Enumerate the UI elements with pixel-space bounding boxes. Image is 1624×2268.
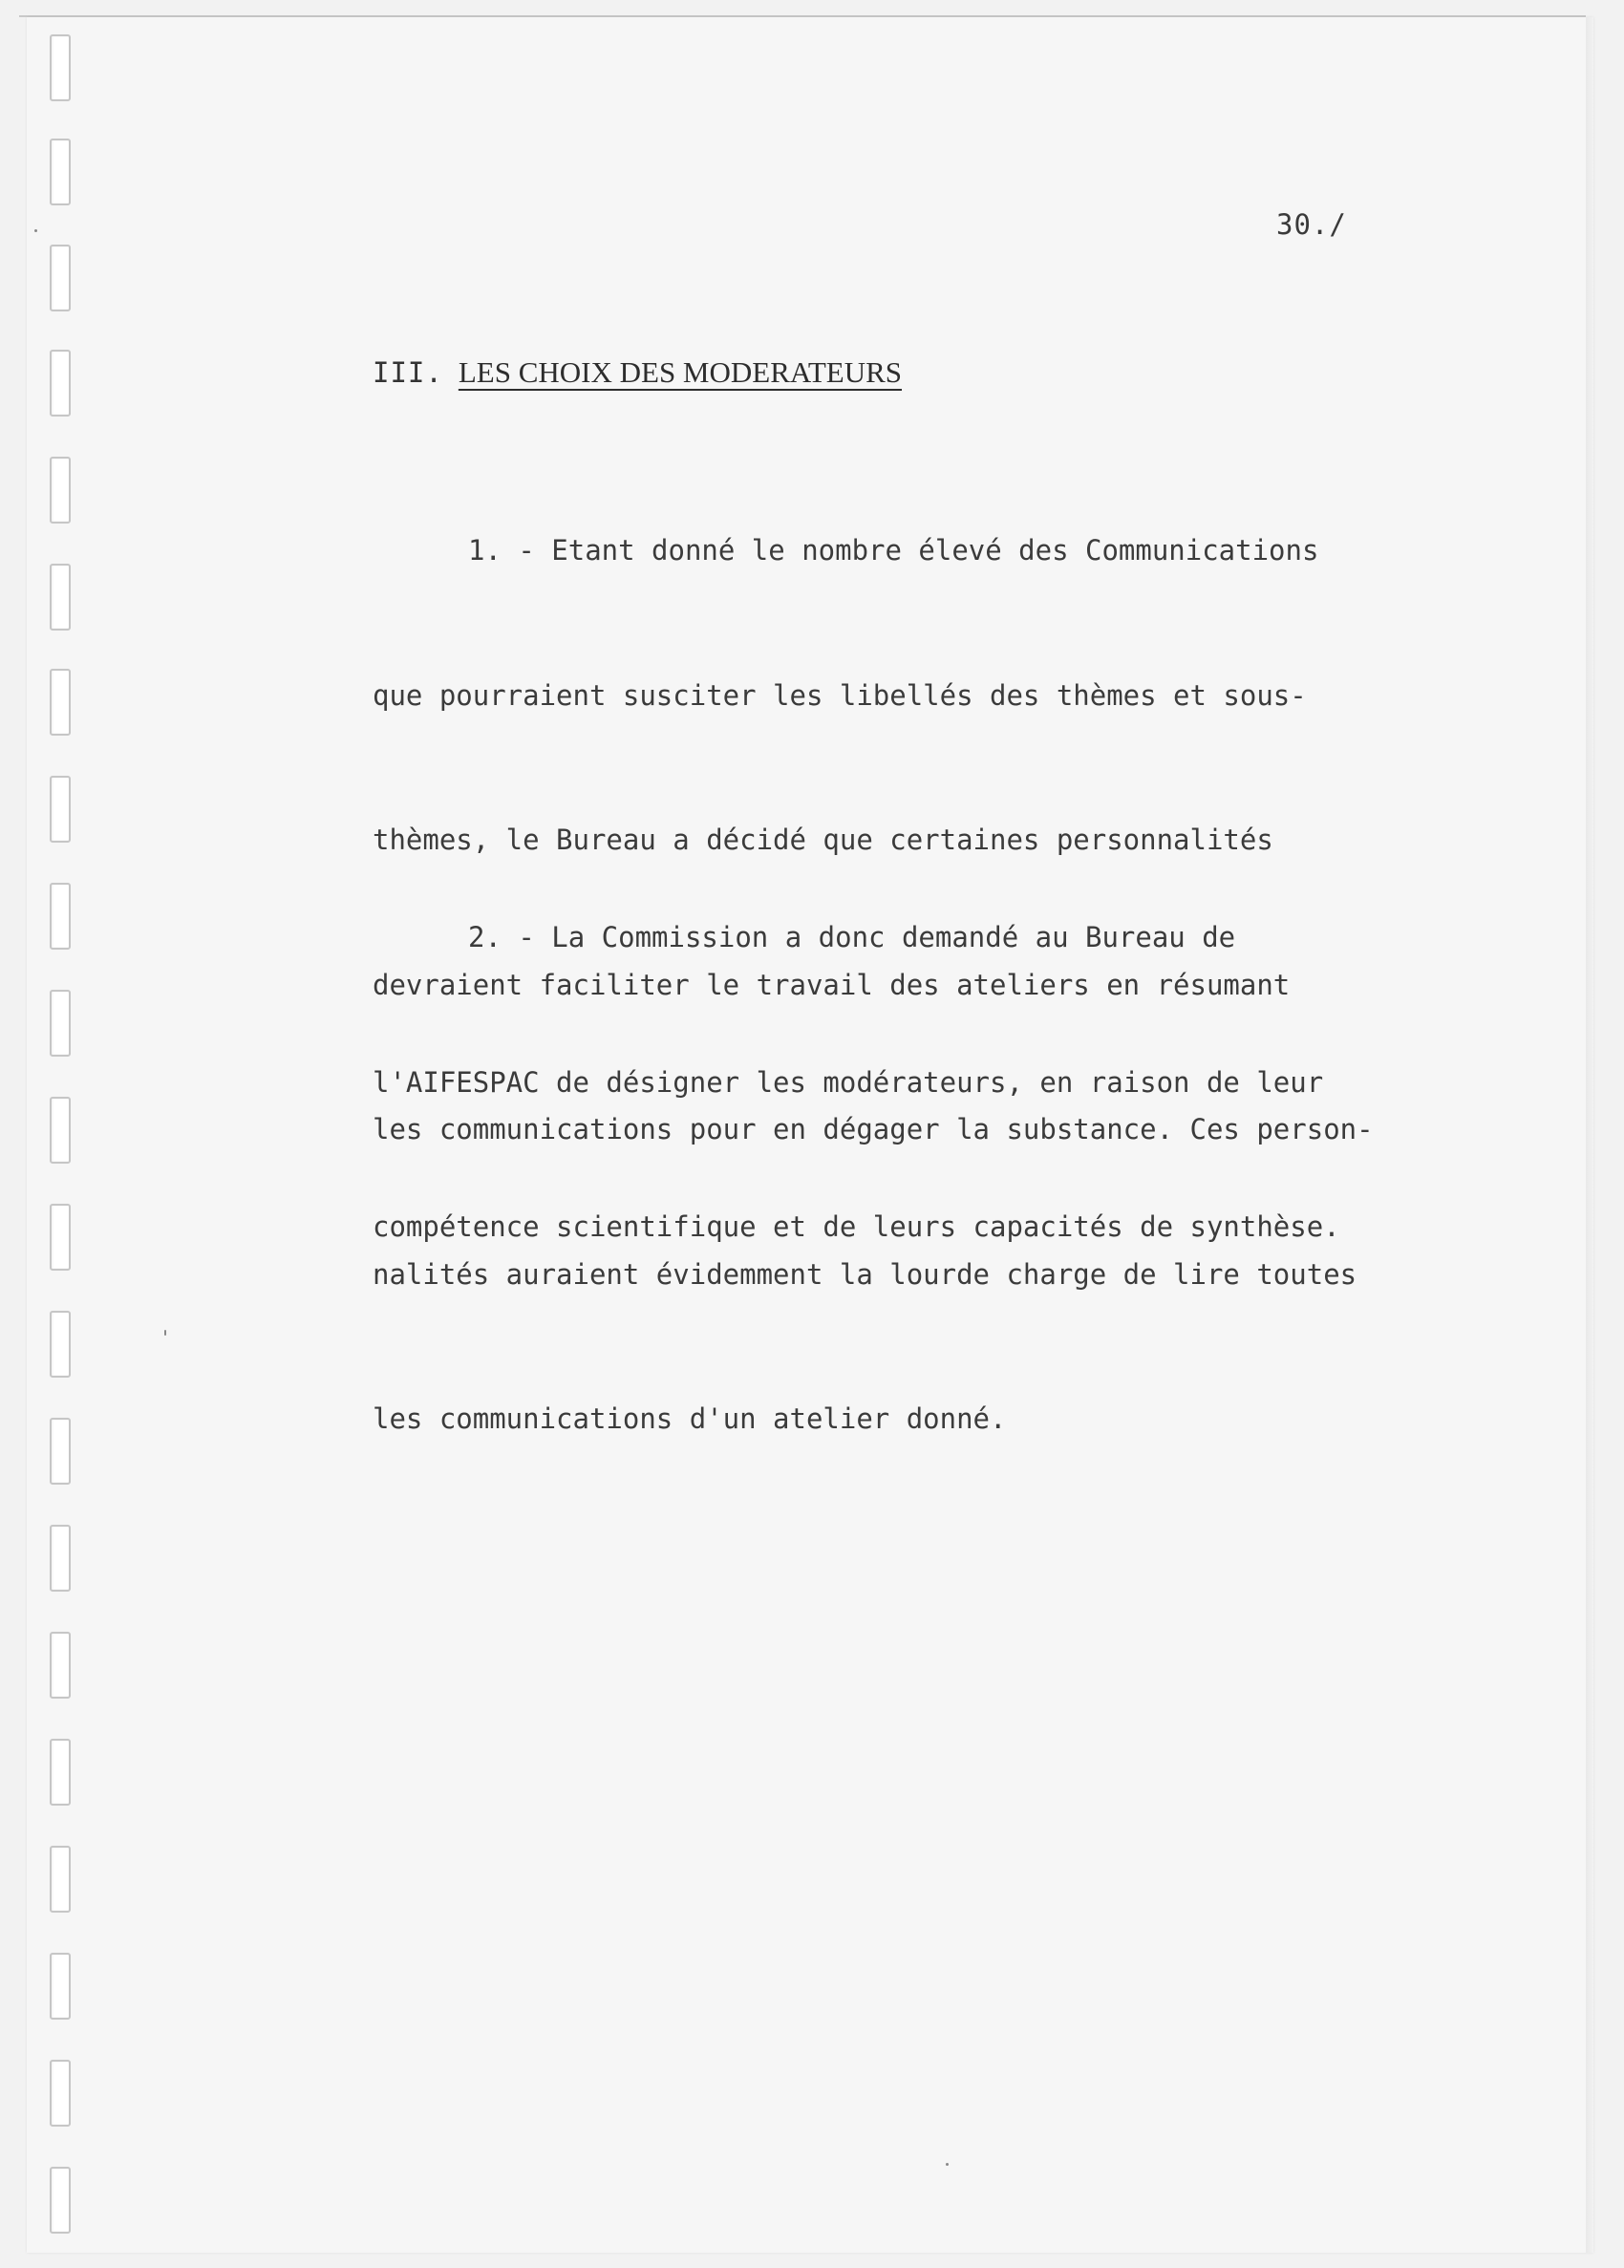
page-number: 30./ [1276, 208, 1347, 241]
section-title: LES CHOIX DES MODERATEURS [458, 355, 903, 389]
binding-hole [50, 776, 71, 843]
binding-hole [50, 2060, 71, 2127]
binding-hole [50, 1311, 71, 1378]
paragraph-line: les communications d'un atelier donné. [373, 1402, 1007, 1435]
binding-hole [50, 1632, 71, 1699]
binding-hole [50, 2167, 71, 2234]
binding-hole [50, 1418, 71, 1485]
paragraph-line: devraient faciliter le travail des ateliers en résumant [373, 968, 1291, 1001]
paper-speck [164, 1330, 166, 1336]
paragraph-line: compétence scientifique et de leurs capacités de synthèse. [373, 1210, 1340, 1243]
paragraph-line: l'AIFESPAC de désigner les modérateurs, en raison de leur [373, 1065, 1324, 1099]
paragraph-2 [373, 817, 1340, 1348]
binding-hole [50, 245, 71, 311]
binding-hole [50, 564, 71, 631]
binding-hole [50, 1739, 71, 1806]
paragraph-line: nalités auraient évidemment la lourde charge de lire toutes [373, 1257, 1357, 1291]
binding-hole [50, 34, 71, 101]
paper-speck [946, 2163, 949, 2166]
binding-hole [50, 1953, 71, 2020]
paper-right-edge [1586, 17, 1593, 2253]
binding-hole [50, 990, 71, 1057]
paragraph-line: thèmes, le Bureau a décidé que certaines personnalités [373, 824, 1273, 856]
binding-hole [50, 1846, 71, 1913]
paragraph-line: les communications pour en dégager la substance. Ces person- [373, 1113, 1374, 1145]
section-numeral: III. [373, 356, 443, 389]
binding-hole [50, 1204, 71, 1271]
binding-hole [50, 139, 71, 205]
paragraph-line: que pourraient susciter les libellés des thèmes et sous- [373, 678, 1307, 712]
binding-hole [50, 350, 71, 417]
binding-hole [50, 1525, 71, 1592]
paper-speck [34, 229, 37, 232]
binding-hole [50, 1097, 71, 1164]
binding-hole [50, 883, 71, 950]
binding-holes [50, 0, 78, 2268]
paragraph-line: 1. - Etant donné le nombre élevé des Communications [468, 534, 1319, 567]
section-heading [373, 355, 902, 390]
binding-hole [50, 669, 71, 736]
binding-hole [50, 457, 71, 524]
paragraph-line: 2. - La Commission a donc demandé au Bureau de [468, 921, 1236, 953]
